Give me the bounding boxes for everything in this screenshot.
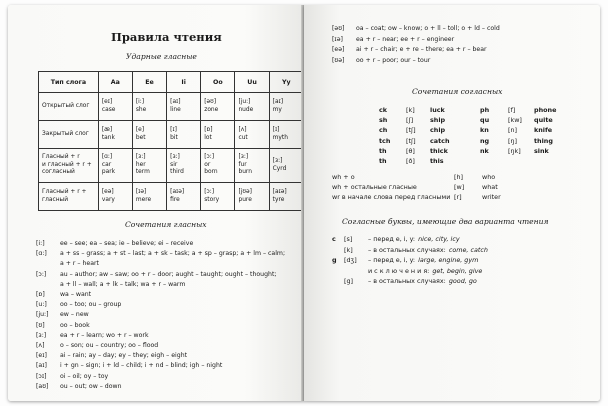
cell-transcription: [əʊ] bbox=[204, 98, 217, 105]
w-transcription: [r] bbox=[454, 193, 462, 202]
cell-transcription: [ɔ:] bbox=[204, 188, 215, 195]
variant-rule-text: – перед e, i, y: bbox=[368, 256, 416, 264]
cell-transcription: [ɒ] bbox=[204, 126, 213, 133]
table-cell bbox=[132, 183, 166, 211]
cell-transcription: [ɑ:] bbox=[101, 153, 113, 160]
variant-rule bbox=[368, 256, 478, 265]
combo-text: ee – see; ea – sea; ie – believe; ei – receive bbox=[60, 240, 194, 247]
table-cell bbox=[167, 149, 201, 183]
vowel-combinations-subtitle: Сочетания гласных bbox=[125, 220, 207, 229]
cell-transcription: [ɔ:] bbox=[204, 153, 215, 160]
row-label-line: Гласный + r bbox=[42, 154, 80, 161]
cell-word: sir bbox=[170, 161, 178, 168]
two-variants-subtitle: Согласные буквы, имеющие два варианта чтения bbox=[342, 217, 549, 226]
consonant-transcription: [θ] bbox=[406, 146, 415, 155]
variant-rule-text: – в остальных случаях: bbox=[368, 245, 446, 254]
consonant-example: ship bbox=[430, 116, 446, 125]
w-example: what bbox=[482, 183, 498, 192]
combo-text: ai – rain; ay – day; ey – they; eigh – eight bbox=[60, 352, 188, 360]
table-cell bbox=[235, 121, 269, 149]
cell-transcription: [ɜ:] bbox=[238, 153, 249, 160]
table-header-row bbox=[39, 72, 304, 93]
diphthong-text: oo + r – poor; our – tour bbox=[356, 56, 431, 64]
table-header: Тип слога bbox=[39, 72, 99, 93]
combo-text: oo – too; ou – group bbox=[60, 301, 122, 309]
table-cell bbox=[98, 121, 132, 149]
table-cell bbox=[201, 121, 235, 149]
cell-transcription: [ɪə] bbox=[135, 188, 147, 195]
cell-word: bit bbox=[170, 134, 178, 141]
consonant-transcription: [ŋ] bbox=[508, 136, 518, 145]
table-cell bbox=[98, 93, 132, 121]
cell-word: story bbox=[204, 196, 220, 203]
combo-transcription: [ɒ] bbox=[36, 291, 45, 298]
cell-word: she bbox=[135, 106, 147, 113]
variant-transcription: [dʒ] bbox=[344, 256, 357, 264]
diphthong-text: ea + r – near; ee + r – engineer bbox=[356, 35, 455, 43]
consonant-letters: th bbox=[379, 157, 387, 165]
diphthong-transcription: [ɪə] bbox=[332, 35, 343, 43]
variant-rule bbox=[368, 246, 488, 255]
table-row bbox=[39, 121, 304, 149]
cell-transcription: [aɪə] bbox=[272, 188, 287, 195]
table-cell bbox=[269, 149, 303, 183]
row-label bbox=[39, 93, 99, 121]
right-page bbox=[304, 5, 600, 401]
cell-word: term bbox=[135, 169, 150, 176]
w-transcription: [h] bbox=[454, 173, 464, 181]
variant-rule-text: – перед e, i, y: bbox=[368, 235, 416, 243]
consonant-example: thick bbox=[430, 146, 448, 155]
cell-transcription: [æ] bbox=[101, 126, 113, 133]
combo-text: ew – new bbox=[60, 311, 89, 319]
table-cell bbox=[201, 183, 235, 211]
consonant-letters: ng bbox=[480, 136, 490, 145]
combo-text: oi – oil; oy – toy bbox=[60, 372, 109, 380]
combo-text: a + r – heart bbox=[60, 260, 99, 268]
diphthong-text: oa – coat; ow – know; o + ll – toll; o + ld – cold bbox=[356, 25, 500, 32]
w-transcription: [w] bbox=[454, 183, 465, 192]
table-cell bbox=[98, 183, 132, 211]
consonant-letters: ck bbox=[379, 106, 388, 114]
cell-word: lot bbox=[204, 134, 212, 141]
cell-transcription: [ɜ:] bbox=[170, 153, 180, 160]
table-cell bbox=[201, 149, 235, 183]
variant-example: nice, city, icy bbox=[418, 235, 460, 243]
consonant-letters: sh bbox=[379, 116, 388, 125]
cell-transcription: [ʌ] bbox=[238, 126, 247, 133]
cell-word: tank bbox=[101, 134, 115, 141]
w-example: who bbox=[482, 173, 496, 181]
table-cell bbox=[132, 149, 166, 183]
cell-word: born bbox=[204, 169, 218, 176]
cell-word: myth bbox=[272, 134, 288, 141]
cell-transcription: [ju:] bbox=[238, 98, 251, 105]
w-example: writer bbox=[482, 193, 501, 202]
table-cell bbox=[201, 93, 235, 121]
cell-transcription: [ɪ] bbox=[272, 126, 280, 133]
combo-transcription: [aɪ] bbox=[36, 362, 47, 370]
table-row bbox=[39, 149, 304, 183]
combo-text: oo – book bbox=[60, 321, 90, 329]
consonant-letters: qu bbox=[480, 116, 490, 125]
consonant-transcription: [n] bbox=[508, 126, 518, 135]
table-cell bbox=[167, 93, 201, 121]
consonant-example: quite bbox=[534, 116, 553, 125]
cell-word: car bbox=[101, 161, 112, 168]
cell-transcription: [ɜ:] bbox=[272, 157, 283, 164]
row-label bbox=[39, 121, 99, 149]
cell-transcription: [aɪə] bbox=[170, 188, 185, 195]
left-page bbox=[8, 5, 304, 401]
combo-text: wa – want bbox=[60, 291, 92, 298]
consonant-example: sink bbox=[534, 146, 549, 155]
combo-transcription: [ɜ:] bbox=[36, 331, 47, 339]
combo-transcription: [i:] bbox=[36, 240, 45, 247]
w-rule: wh + остальные гласные bbox=[332, 183, 417, 192]
table-header: Oo bbox=[201, 72, 235, 93]
combo-transcription: [ɔ:] bbox=[36, 270, 47, 278]
row-label-line: Гласный + r + bbox=[42, 189, 87, 196]
variant-rule bbox=[368, 267, 482, 276]
cell-word: tyre bbox=[272, 196, 285, 203]
combo-transcription: [ju:] bbox=[36, 311, 49, 319]
table-header: Yy bbox=[269, 72, 303, 93]
row-label-line: Закрытый слог bbox=[42, 130, 89, 137]
combo-transcription: [eɪ] bbox=[36, 352, 47, 360]
diphthong-text: ai + r – chair; e + re – there; ea + r – bear bbox=[356, 46, 487, 53]
syllable-table bbox=[38, 71, 304, 211]
variant-example: get, begin, give bbox=[432, 266, 483, 275]
consonant-example: chip bbox=[430, 126, 446, 135]
consonant-letters: nk bbox=[480, 146, 489, 155]
table-cell bbox=[269, 93, 303, 121]
row-label-line: Открытый слог bbox=[42, 102, 90, 109]
consonant-letters: tch bbox=[379, 136, 391, 145]
consonant-transcription: [f] bbox=[508, 106, 516, 114]
variant-transcription: [s] bbox=[344, 235, 353, 243]
diphthong-transcription: [eə] bbox=[332, 46, 345, 53]
variant-rule bbox=[368, 277, 477, 286]
consonant-transcription: [ŋk] bbox=[508, 146, 521, 155]
combo-transcription: [ʌ] bbox=[36, 342, 45, 349]
table-header: Uu bbox=[235, 72, 269, 93]
row-label-line: гласный bbox=[42, 196, 69, 203]
consonant-letters: ch bbox=[379, 126, 388, 135]
cell-word: park bbox=[101, 169, 116, 176]
cell-word: Cyrd bbox=[272, 165, 287, 172]
table-cell bbox=[132, 121, 166, 149]
w-rule: wh + o bbox=[332, 173, 355, 181]
cell-word: bet bbox=[135, 134, 146, 141]
consonant-transcription: [ʃ] bbox=[406, 116, 414, 125]
row-label bbox=[39, 183, 99, 211]
combo-transcription: [aʊ] bbox=[36, 382, 49, 390]
consonant-letters: ph bbox=[480, 106, 490, 114]
combo-transcription: [ɑ:] bbox=[36, 250, 47, 258]
combo-text: au – author; aw – saw; oo + r – door; aught – taught; ought – thought; bbox=[60, 270, 277, 278]
cell-transcription: [ɪ] bbox=[170, 126, 177, 133]
table-cell bbox=[269, 183, 303, 211]
diphthong-transcription: [əʊ] bbox=[332, 25, 345, 32]
table-cell bbox=[98, 149, 132, 183]
variant-example: good, go bbox=[448, 277, 477, 285]
cell-word: burn bbox=[238, 169, 252, 176]
combo-text: ou – out; ow – down bbox=[60, 382, 122, 390]
open-book bbox=[8, 5, 600, 401]
variant-rule-text: и с к л ю ч е н и я: bbox=[368, 266, 430, 275]
consonant-example: luck bbox=[430, 106, 445, 114]
cell-word: fur bbox=[238, 161, 247, 168]
variant-letter: g bbox=[332, 256, 337, 264]
table-cell bbox=[167, 183, 201, 211]
row-label-line: согласный bbox=[42, 169, 75, 176]
cell-transcription: [e] bbox=[135, 126, 145, 133]
consonant-transcription: [kw] bbox=[508, 116, 522, 125]
table-header: Ee bbox=[132, 72, 166, 93]
cell-word: pure bbox=[238, 196, 252, 203]
cell-word: third bbox=[170, 169, 184, 176]
combo-text: o – son; ou – country; oo – flood bbox=[60, 342, 159, 349]
table-cell bbox=[235, 183, 269, 211]
variant-rule bbox=[368, 235, 460, 244]
diphthong-transcription: [ʊə] bbox=[332, 56, 345, 64]
stressed-vowels-subtitle: Ударные гласные bbox=[126, 52, 197, 61]
cell-transcription: [ɜ:] bbox=[135, 153, 146, 160]
row-label-line: и гласный + r + bbox=[42, 161, 92, 168]
consonant-example: this bbox=[430, 157, 444, 165]
cell-word: line bbox=[170, 106, 181, 113]
combo-text: a + ss – grass; a + st – last; a + sk – task; a + sp – grasp; a + lm – calm; bbox=[60, 250, 286, 258]
variant-rule-text: – в остальных случаях: bbox=[368, 277, 446, 285]
combo-text: a + ll – wall; a + lk – talk; wa + r – warm bbox=[60, 280, 186, 288]
consonant-letters: kn bbox=[480, 126, 489, 135]
combo-text: i + gn – sign; i + ld – child; i + nd – blind; igh – night bbox=[60, 362, 223, 370]
combo-text: ea + r – learn; wo + r – work bbox=[60, 331, 149, 339]
table-cell bbox=[235, 93, 269, 121]
cell-word: her bbox=[135, 161, 146, 168]
cell-word: mere bbox=[135, 196, 152, 203]
consonant-transcription: [k] bbox=[406, 106, 415, 114]
cell-word: or bbox=[204, 161, 211, 168]
variant-example: come, catch bbox=[448, 245, 488, 254]
table-row bbox=[39, 183, 304, 211]
cell-word: fire bbox=[170, 196, 180, 203]
table-header: Aa bbox=[98, 72, 132, 93]
consonant-transcription: [ð] bbox=[406, 157, 415, 165]
combo-transcription: [ɔɪ] bbox=[36, 372, 47, 380]
table-cell bbox=[269, 121, 303, 149]
consonant-transcription: [tʃ] bbox=[406, 126, 416, 135]
table-cell bbox=[167, 121, 201, 149]
table-cell bbox=[132, 93, 166, 121]
combo-transcription: [ʊ] bbox=[36, 321, 45, 329]
consonant-letters: th bbox=[379, 146, 387, 155]
w-rule: wr в начале слова перед гласными bbox=[332, 193, 451, 202]
consonant-combinations-subtitle: Сочетания согласных bbox=[412, 87, 503, 96]
consonant-example: thing bbox=[534, 136, 553, 145]
cell-word: case bbox=[101, 106, 116, 113]
variant-example: large, engine, gym bbox=[418, 256, 479, 264]
cell-transcription: [aɪ] bbox=[170, 98, 181, 105]
table-row bbox=[39, 93, 304, 121]
consonant-example: catch bbox=[430, 136, 450, 145]
cell-transcription: [aɪ] bbox=[272, 98, 284, 105]
cell-word: nude bbox=[238, 106, 254, 113]
consonant-example: knife bbox=[534, 126, 553, 135]
variant-transcription: [g] bbox=[344, 277, 354, 285]
cell-transcription: [eɪ] bbox=[101, 98, 113, 105]
combo-transcription: [u:] bbox=[36, 301, 47, 309]
cell-transcription: [eə] bbox=[101, 188, 114, 195]
cell-word: vary bbox=[101, 196, 115, 203]
cell-word: my bbox=[272, 106, 282, 113]
consonant-example: phone bbox=[534, 106, 557, 114]
table-header: Ii bbox=[167, 72, 201, 93]
variant-transcription: [k] bbox=[344, 245, 353, 254]
cell-word: cut bbox=[238, 134, 248, 141]
row-label bbox=[39, 149, 99, 183]
cell-transcription: [i:] bbox=[135, 98, 145, 105]
page-title: Правила чтения bbox=[111, 30, 222, 44]
cell-transcription: [jʊə] bbox=[238, 188, 252, 195]
cell-word: zone bbox=[204, 106, 219, 113]
consonant-transcription: [tʃ] bbox=[406, 136, 416, 145]
table-cell bbox=[235, 149, 269, 183]
variant-letter: c bbox=[332, 235, 336, 243]
